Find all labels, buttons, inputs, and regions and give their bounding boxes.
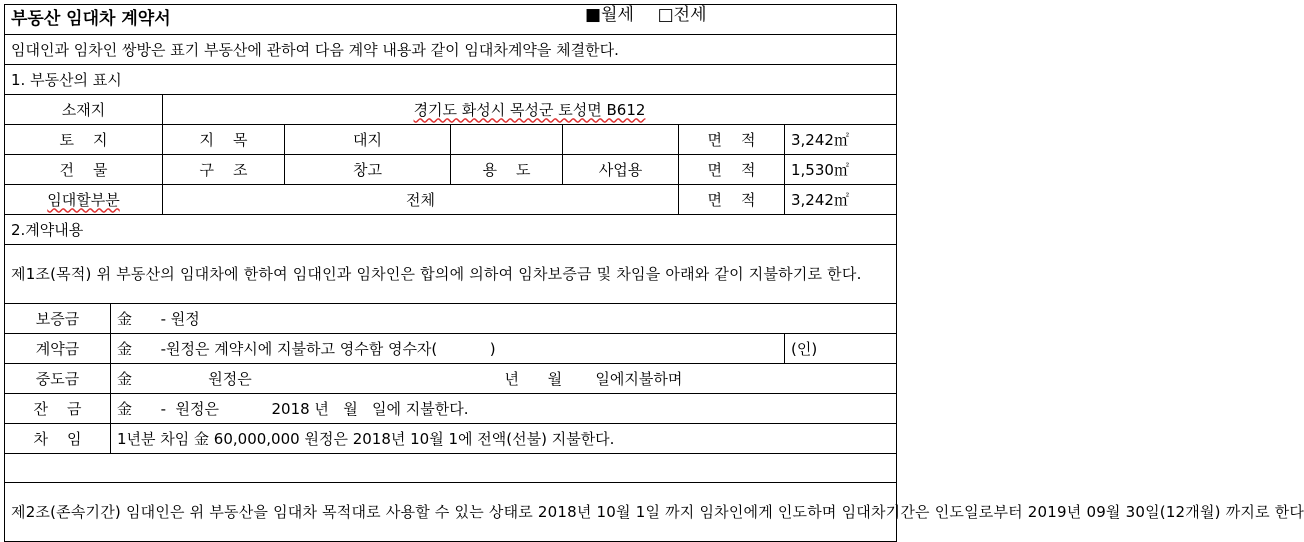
balance-value: 金 - 원정은 2018 년 월 일에 지불한다.	[111, 394, 897, 424]
interim-payment-value: 金 원정은 년 월 일에지불하며	[111, 364, 897, 394]
interim-payment-label: 중도금	[5, 364, 111, 394]
jeonse-checkbox[interactable]: □전세	[657, 5, 707, 25]
building-area-label: 면 적	[679, 155, 785, 185]
location-value: 경기도 화성시 목성군 토성면 B612	[163, 95, 897, 125]
monthly-rent-checkbox[interactable]: ■월세	[585, 5, 634, 25]
intro-text: 임대인과 임차인 쌍방은 표기 부동산에 관하여 다음 계약 내용과 같이 임대차계약을 체결한다.	[5, 35, 897, 65]
title-row	[5, 5, 897, 35]
rental-part-value: 전체	[163, 185, 679, 215]
rental-part-label: 임대할부분	[5, 185, 163, 215]
article2-text: 제2조(존속기간) 임대인은 위 부동산을 임대차 목적대로 사용할 수 있는 상태로 2018년 10월 1일 까지 임차인에게 인도하며 임대차기간은 인도일로부터 2019년 09월 30일(12개월) 까지로 한다	[5, 483, 897, 542]
rent-label: 차 임	[5, 424, 111, 454]
deposit-label: 보증금	[5, 304, 111, 334]
article1-text: 제1조(목적) 위 부동산의 임대차에 한하여 임대인과 임차인은 합의에 의하여 임차보증금 및 차임을 아래와 같이 지불하기로 한다.	[5, 245, 897, 304]
rental-area-label: 면 적	[679, 185, 785, 215]
building-label: 건 물	[5, 155, 163, 185]
land-area-value: 3,242㎡	[785, 125, 897, 155]
structure-value: 창고	[285, 155, 451, 185]
balance-label: 잔 금	[5, 394, 111, 424]
land-category-value: 대지	[285, 125, 451, 155]
document-title: 부동산 임대차 계약서	[11, 9, 171, 30]
deposit-value: 金 - 원정	[111, 304, 897, 334]
use-label: 용 도	[451, 155, 563, 185]
land-empty-cell	[451, 125, 563, 155]
section2-heading: 2.계약내용	[5, 215, 897, 245]
land-label: 토 지	[5, 125, 163, 155]
seal-mark: (인)	[785, 334, 897, 364]
use-value: 사업용	[563, 155, 679, 185]
spacer-row	[5, 454, 897, 483]
land-category-label: 지 목	[163, 125, 285, 155]
down-payment-value: 金 -원정은 계약시에 지불하고 영수함 영수자( )	[111, 334, 785, 364]
land-empty-cell-2	[563, 125, 679, 155]
section1-heading: 1. 부동산의 표시	[5, 65, 897, 95]
rent-value: 1년분 차임 金 60,000,000 원정은 2018년 10월 1에 전액(선불) 지불한다.	[111, 424, 897, 454]
down-payment-label: 계약금	[5, 334, 111, 364]
lease-type-checkboxes	[585, 5, 707, 25]
contract-table	[4, 4, 1304, 542]
structure-label: 구 조	[163, 155, 285, 185]
rental-area-value: 3,242㎡	[785, 185, 897, 215]
land-area-label: 면 적	[679, 125, 785, 155]
location-label: 소재지	[5, 95, 163, 125]
building-area-value: 1,530㎡	[785, 155, 897, 185]
